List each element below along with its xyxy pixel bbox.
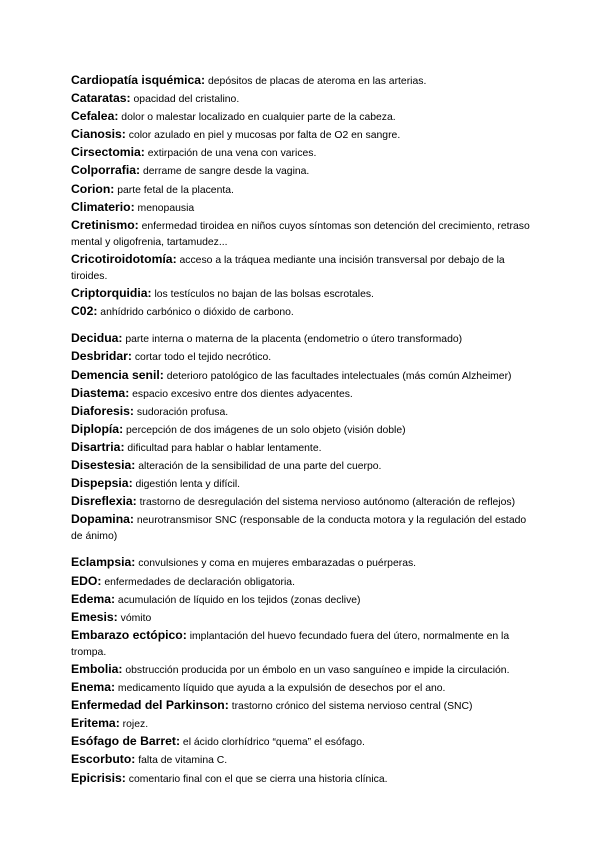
glossary-term: Cirsectomia: [71,145,145,160]
glossary-definition: vómito [117,612,152,624]
glossary-term: Esófago de Barret: [71,734,181,749]
glossary-entry [71,126,531,144]
glossary-entry [71,661,531,679]
glossary-term: Eclampsia: [71,555,136,570]
glossary-term: Cardiopatía isquémica: [71,73,206,87]
glossary-definition: rojez. [119,719,149,731]
glossary-term: Emesis: [71,609,118,624]
glossary-term: Edema: [71,591,116,606]
glossary-entry [71,72,531,90]
glossary-definition: anhídrido carbónico o dióxido de carbono. [97,307,294,319]
glossary-entry [71,385,531,403]
glossary-definition: medicamento líquido que ayuda a la expulsión de desechos por el ano. [115,683,446,695]
glossary-term: Cretinismo: [71,217,139,232]
glossary-entry [71,715,531,733]
glossary-term: Climaterio: [71,199,135,214]
glossary-definition: digestión lenta y difícil. [132,479,241,491]
glossary-entry [71,627,531,661]
glossary-entry [71,679,531,697]
glossary-definition: acumulación de líquido en los tejidos (zonas declive) [115,594,361,606]
glossary-term: Epicrisis: [71,770,126,785]
glossary-entry [71,439,531,457]
glossary-term: Cianosis: [71,127,126,142]
glossary-term: Cefalea: [71,109,119,124]
glossary-entry [71,367,531,385]
glossary-entry [71,697,531,715]
glossary-entry [71,770,531,788]
glossary-definition: color azulado en piel y mucosas por falta de O2 en sangre. [125,130,401,142]
glossary-definition: el ácido clorhídrico “quema” el esófago. [180,737,365,749]
glossary-term: Dispepsia: [71,476,133,491]
glossary-definition: espacio excesivo entre dos dientes adyacentes. [129,388,353,400]
glossary-section [71,330,531,545]
glossary-definition: derrame de sangre desde la vagina. [140,166,310,178]
glossary-entry [71,303,531,321]
glossary-entry [71,751,531,769]
glossary-term: C02: [71,304,98,319]
glossary-definition: implantación del huevo fecundado fuera del útero, normalmente en la trompa. [71,630,510,658]
glossary-term: Criptorquidia: [71,286,152,301]
glossary-entry [71,403,531,421]
glossary-term: EDO: [71,573,102,588]
glossary-definition: dificultad para hablar o hablar lentamente. [124,442,322,454]
glossary-definition: dolor o malestar localizado en cualquier parte de la cabeza. [118,112,396,124]
section-gap [71,321,531,330]
glossary-term: Eritema: [71,716,120,731]
glossary-definition: enfermedad tiroidea en niños cuyos síntomas son detención del crecimiento, retraso mental y oligofrenia, tartamudez... [71,220,530,248]
glossary-term: Enfermedad del Parkinson: [71,698,229,713]
glossary-definition: comentario final con el que se cierra una historia clínica. [125,773,388,785]
glossary-term: Colporrafia: [71,163,141,178]
glossary-section [71,554,531,787]
glossary-entry [71,199,531,217]
glossary-term: Escorbuto: [71,752,136,767]
glossary-term: Diaforesis: [71,403,134,418]
glossary-entry [71,554,531,572]
glossary-entry [71,457,531,475]
glossary-definition: enfermedades de declaración obligatoria. [101,576,295,588]
glossary-definition: deterioro patológico de las facultades intelectuales (más común Alzheimer) [163,370,512,382]
glossary-definition: acceso a la tráquea mediante una incisión transversal por debajo de la tiroides. [71,254,505,283]
glossary-definition: trastorno de desregulación del sistema nervioso autónomo (alteración de reflejos) [136,497,516,509]
glossary-term: Diplopía: [71,421,124,436]
glossary-entry [71,285,531,303]
glossary-term: Diastema: [71,385,130,400]
glossary-definition: neurotransmisor SNC (responsable de la conducta motora y la regulación del estado de ánimo) [71,515,527,543]
glossary-entry [71,90,531,108]
section-gap [71,545,531,554]
glossary-entry [71,573,531,591]
glossary-entry [71,475,531,493]
glossary-entry [71,348,531,366]
glossary-section [71,72,531,321]
glossary-entry [71,609,531,627]
glossary-definition: obstrucción producida por un émbolo en un vaso sanguíneo e impide la circulación. [122,665,510,676]
glossary-term: Cricotiroidotomía: [71,251,177,266]
glossary-entry [71,330,531,348]
glossary-definition: convulsiones y coma en mujeres embarazadas o puérperas. [135,558,417,570]
glossary-term: Disestesia: [71,457,136,472]
glossary-definition: parte interna o materna de la placenta (endometrio o útero transformado) [122,334,463,346]
glossary-entry [71,181,531,199]
glossary-definition: percepción de dos imágenes de un solo objeto (visión doble) [123,424,406,436]
glossary-term: Dopamina: [71,512,134,527]
glossary-term: Demencia senil: [71,367,164,382]
glossary-term: Cataratas: [71,91,131,106]
glossary-definition: depósitos de placas de ateroma en las arterias. [205,76,427,87]
glossary-entry [71,733,531,751]
glossary-entry [71,144,531,162]
glossary-entry [71,493,531,511]
glossary-term: Corion: [71,181,115,196]
glossary-entry [71,251,531,285]
glossary-definition: extirpación de una vena con varices. [144,148,317,160]
glossary-term: Embolia: [71,662,123,676]
glossary-definition: trastorno crónico del sistema nervioso central (SNC) [228,701,473,713]
glossary-term: Disartria: [71,439,125,454]
glossary-definition: sudoración profusa. [134,406,229,418]
glossary-term: Embarazo ectópico: [71,627,187,642]
glossary-entry [71,591,531,609]
glossary-entry [71,421,531,439]
glossary-entry [71,108,531,126]
glossary-entry [71,162,531,180]
glossary-definition: falta de vitamina C. [135,755,228,767]
glossary-page [71,72,531,788]
glossary-definition: cortar todo el tejido necrótico. [131,352,272,364]
glossary-definition: parte fetal de la placenta. [114,184,234,196]
glossary-definition: los testículos no bajan de las bolsas escrotales. [151,289,374,301]
glossary-definition: alteración de la sensibilidad de una parte del cuerpo. [135,460,382,472]
glossary-entry [71,511,531,545]
glossary-term: Enema: [71,680,116,695]
glossary-definition: menopausia [134,202,195,214]
glossary-entry [71,217,531,251]
glossary-term: Desbridar: [71,349,132,364]
glossary-term: Decidua: [71,331,123,346]
glossary-term: Disreflexia: [71,494,137,509]
glossary-definition: opacidad del cristalino. [130,94,240,106]
